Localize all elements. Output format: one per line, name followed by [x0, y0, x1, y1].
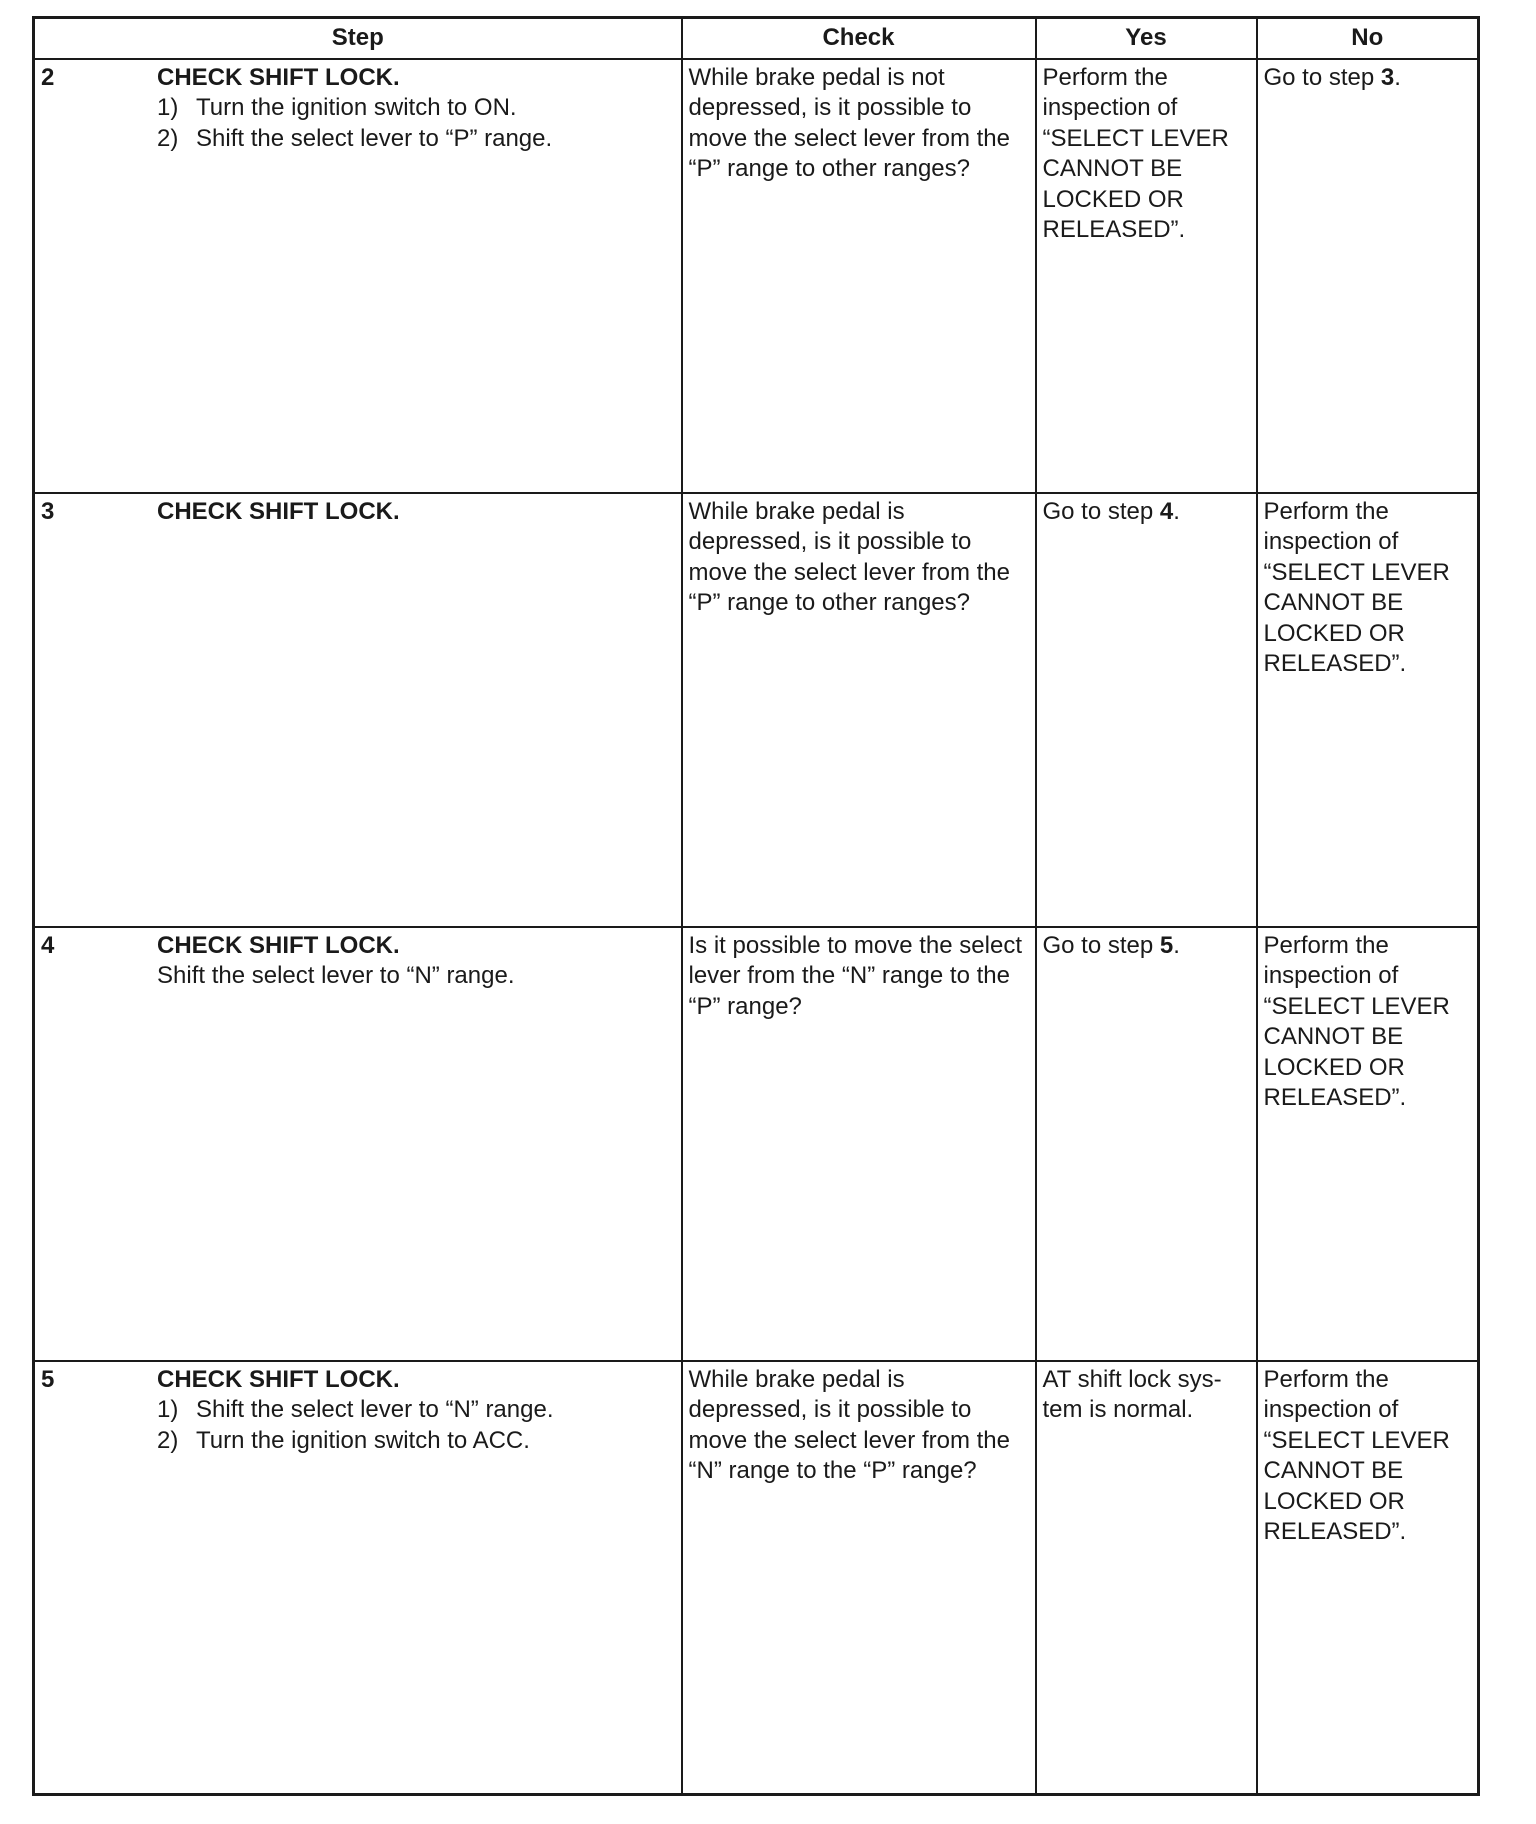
yes-step-ref: 4: [1159, 497, 1174, 525]
step-description: Shift the select lever to “N” range.: [157, 962, 515, 989]
table-row-step-5: [34, 1361, 1479, 1795]
step-body: [157, 1365, 675, 1457]
step-body: [157, 931, 675, 992]
table-header-row: [34, 18, 1479, 59]
table-row-step-4: [34, 927, 1479, 1361]
no-cell: Perform the inspection of “SELECT LEVER CANNOT BE LOCKED OR RELEASED”.: [1257, 927, 1479, 1361]
header-yes: Yes: [1036, 18, 1257, 59]
substep-text: Shift the select lever to “N” range.: [196, 1396, 554, 1423]
step-number: 5: [41, 1365, 55, 1393]
check-cell: While brake pedal is depressed, is it possible to move the select lever from the “N” range to the “P” range?: [682, 1361, 1036, 1795]
substep: [157, 93, 675, 124]
yes-cell: [1036, 493, 1257, 927]
step-content: [41, 1365, 675, 1457]
check-cell: While brake pedal is not depressed, is it possible to move the select lever from the “P” range to other ranges?: [682, 59, 1036, 493]
substep: [157, 1426, 675, 1457]
no-cell: [1257, 59, 1479, 493]
step-number: 2: [41, 63, 55, 91]
no-cell: Perform the inspection of “SELECT LEVER CANNOT BE LOCKED OR RELEASED”.: [1257, 1361, 1479, 1795]
header-step: Step: [34, 18, 682, 59]
yes-text: Go to step: [1042, 931, 1160, 959]
yes-cell: AT shift lock sys-tem is normal.: [1036, 1361, 1257, 1795]
substep-number: 1): [157, 94, 179, 121]
step-title: CHECK SHIFT LOCK.: [157, 497, 400, 525]
yes-text: Go to step: [1042, 497, 1160, 525]
substep-text: Shift the select lever to “P” range.: [196, 124, 553, 152]
document-page: [32, 16, 1477, 1794]
step-body: [157, 497, 675, 528]
check-cell: While brake pedal is depressed, is it possible to move the select lever from the “P” range to other ranges?: [682, 493, 1036, 927]
step-cell: [34, 927, 682, 1361]
no-text: Go to step: [1263, 63, 1381, 91]
substep-text: Turn the ignition switch to ON.: [196, 94, 517, 121]
substep-number: 2): [157, 1426, 179, 1454]
step-cell: [34, 1361, 682, 1795]
yes-suffix: .: [1173, 497, 1180, 525]
diagnostic-table: [32, 16, 1480, 1796]
substep-number: 2): [157, 124, 179, 152]
step-content: [41, 63, 675, 155]
no-suffix: .: [1394, 63, 1401, 91]
yes-cell: [1036, 927, 1257, 1361]
step-title: CHECK SHIFT LOCK.: [157, 63, 400, 91]
step-title: CHECK SHIFT LOCK.: [157, 1365, 400, 1393]
table-row-step-2: [34, 59, 1479, 493]
substep: [157, 124, 675, 155]
header-no: No: [1257, 18, 1479, 59]
step-cell: [34, 493, 682, 927]
yes-cell: Perform the inspection of “SELECT LEVER CANNOT BE LOCKED OR RELEASED”.: [1036, 59, 1257, 493]
step-content: [41, 497, 675, 528]
step-cell: [34, 59, 682, 493]
substep-number: 1): [157, 1396, 179, 1423]
no-cell: Perform the inspection of “SELECT LEVER CANNOT BE LOCKED OR RELEASED”.: [1257, 493, 1479, 927]
step-number: 4: [41, 931, 55, 959]
header-check: Check: [682, 18, 1036, 59]
no-step-ref: 3: [1380, 63, 1395, 91]
yes-suffix: .: [1173, 931, 1180, 959]
step-body: [157, 63, 675, 155]
yes-step-ref: 5: [1159, 931, 1174, 959]
step-content: [41, 931, 675, 992]
table-row-step-3: [34, 493, 1479, 927]
check-cell: Is it possible to move the select lever from the “N” range to the “P” range?: [682, 927, 1036, 1361]
step-title: CHECK SHIFT LOCK.: [157, 931, 400, 959]
substep: [157, 1395, 675, 1426]
step-number: 3: [41, 497, 55, 525]
substep-text: Turn the ignition switch to ACC.: [196, 1426, 530, 1454]
